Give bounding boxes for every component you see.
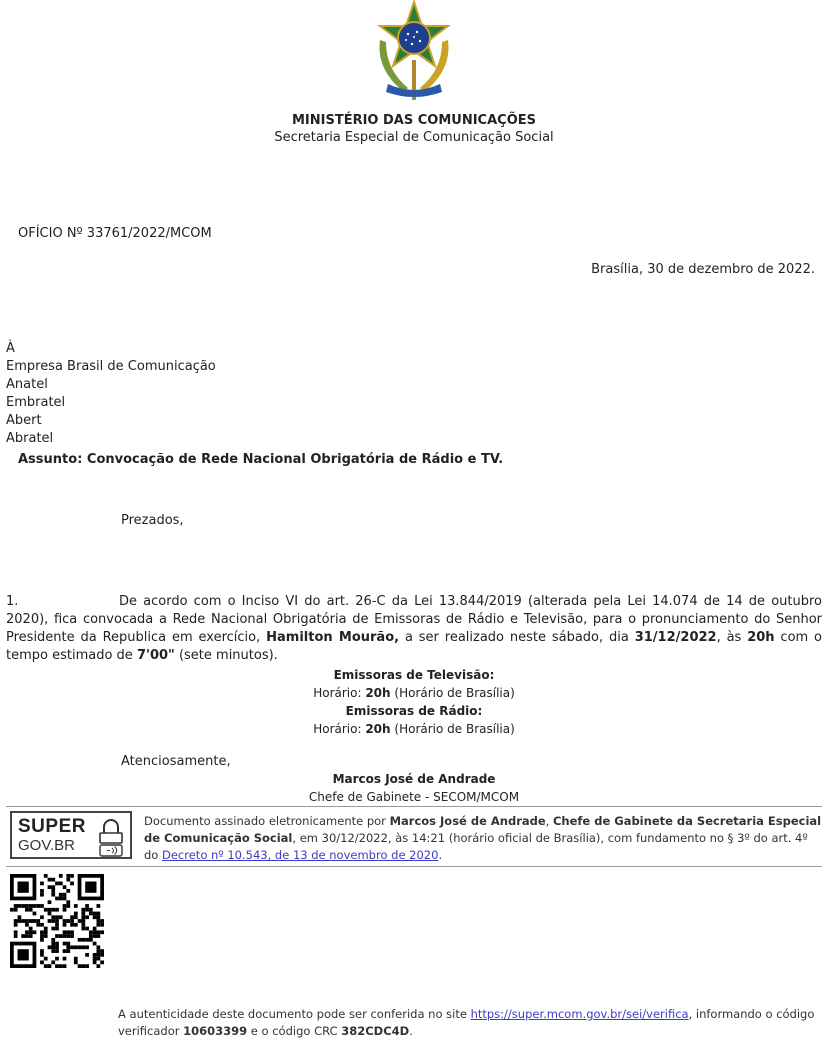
- greeting: Prezados,: [121, 513, 184, 528]
- recipient-line: Embratel: [6, 395, 66, 410]
- signatory-role: Chefe de Gabinete - SECOM/MCOM: [308, 790, 520, 804]
- recipient-line: À: [6, 341, 15, 356]
- logo-text-super: SUPER: [18, 816, 86, 837]
- recipient-line: Anatel: [6, 377, 48, 392]
- radio-schedule: Horário: 20h (Horário de Brasília): [313, 722, 515, 736]
- logo-text-govbr: GOV.BR: [18, 837, 75, 854]
- body-paragraph: 1. De acordo com o Inciso VI do art. 26-C da Lei 13.844/2019 (alterada pela Lei 14.074 de 14 de outubro 2020), fica convocada a Rede Nacional Obrigatória de Emissoras de Rádio e Televisão, para o pronunciamento do Senhor Presidente da Republica em exercício, Hamilton Mourão, a ser realizado neste sábado, dia 31/12/2022, às 20h com o tempo estimado de 7'00" (sete minutos).: [6, 594, 823, 663]
- divider: [6, 806, 822, 807]
- authenticity-note: A autenticidade deste documento pode ser conferida no site https://super.mcom.gov.br/sei/verifica, informando o código verificador 10603399 e o código CRC 382CDC4D.: [118, 1007, 815, 1038]
- paragraph-number: 1.: [6, 594, 19, 609]
- divider: [6, 866, 822, 867]
- brazil-coat-of-arms-icon: [362, 0, 466, 104]
- recipient-line: Abert: [6, 413, 42, 428]
- verification-link[interactable]: https://super.mcom.gov.br/sei/verifica: [470, 1007, 689, 1021]
- closing: Atenciosamente,: [121, 754, 231, 769]
- decree-link[interactable]: Decreto nº 10.543, de 13 de novembro de 2020: [162, 848, 439, 862]
- secretariat-subtitle: Secretaria Especial de Comunicação Social: [274, 130, 554, 145]
- recipient-line: Abratel: [6, 431, 54, 446]
- document-number: OFÍCIO Nº 33761/2022/MCOM: [18, 226, 212, 241]
- electronic-signature-note: Documento assinado eletronicamente por Marcos José de Andrade, Chefe de Gabinete da Secretaria Especial de Comunicação Social, em 30/12/2022, às 14:21 (horário oficial de Brasília), com fundamento no § 3º do art. 4º do Decreto nº 10.543, de 13 de novembro de 2020.: [144, 814, 822, 862]
- qr-code-icon: [10, 874, 104, 968]
- padlock-icon: [98, 817, 124, 857]
- signatory-name: Marcos José de Andrade: [332, 772, 496, 786]
- subject-line: Assunto: Convocação de Rede Nacional Obrigatória de Rádio e TV.: [18, 452, 504, 467]
- tv-stations-title: Emissoras de Televisão:: [333, 668, 495, 682]
- recipient-line: Empresa Brasil de Comunicação: [6, 359, 216, 374]
- radio-stations-title: Emissoras de Rádio:: [345, 704, 483, 718]
- place-date: Brasília, 30 de dezembro de 2022.: [591, 262, 815, 277]
- ministry-title: MINISTÉRIO DAS COMUNICAÇÕES: [291, 113, 536, 128]
- super-govbr-logo: [10, 811, 132, 859]
- tv-schedule: Horário: 20h (Horário de Brasília): [313, 686, 515, 700]
- recipient-list: [6, 340, 216, 448]
